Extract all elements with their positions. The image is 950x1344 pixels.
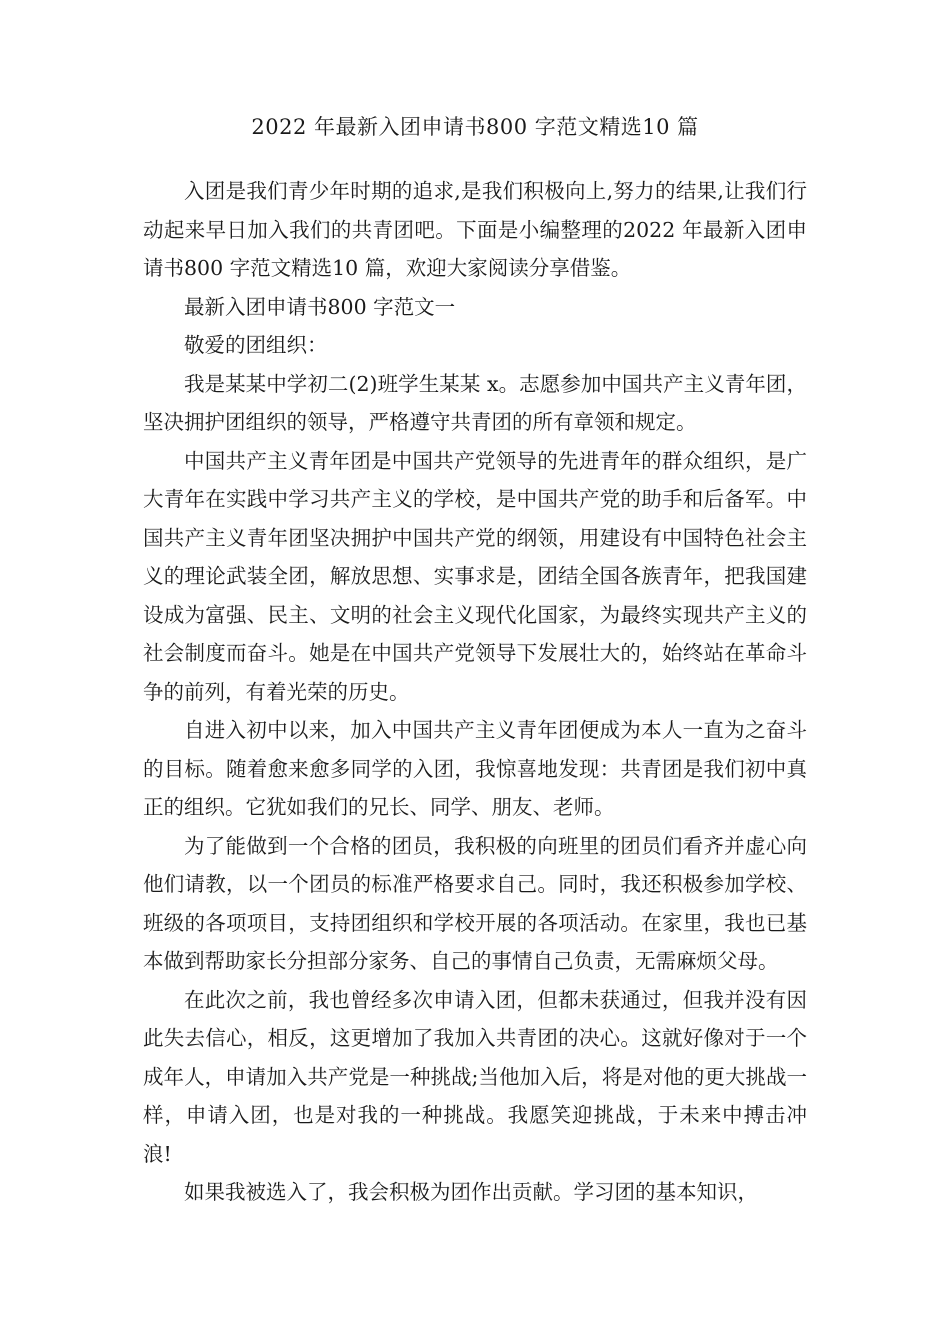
document-body: [143, 172, 807, 1212]
paragraph: 为了能做到一个合格的团员，我积极的向班里的团员们看齐并虚心向他们请教，以一个团员的标准严格要求自己。同时，我还积极参加学校、班级的各项项目，支持团组织和学校开展的各项活动。在家里，我也已基本做到帮助家长分担部分家务、自己的事情自己负责，无需麻烦父母。: [143, 833, 807, 973]
paragraph-salutation: 敬爱的团组织：: [184, 333, 328, 357]
document-title: 2022 年最新入团申请书800 字范文精选10 篇: [251, 115, 699, 139]
paragraph: 自进入初中以来，加入中国共产主义青年团便成为本人一直为之奋斗的目标。随着愈来愈多同学的入团，我惊喜地发现：共青团是我们初中真正的组织。它犹如我们的兄长、同学、朋友、老师。: [143, 718, 807, 819]
paragraph: 中国共产主义青年团是中国共产党领导的先进青年的群众组织，是广大青年在实践中学习共产主义的学校，是中国共产党的助手和后备军。中国共产主义青年团坚决拥护中国共产党的纲领，用建设有中国特色社会主义的理论武装全团，解放思想、实事求是，团结全国各族青年，把我国建设成为富强、民主、文明的社会主义现代化国家，为最终实现共产主义的社会制度而奋斗。她是在中国共产党领导下发展壮大的，始终站在革命斗争的前列，有着光荣的历史。: [143, 448, 807, 704]
paragraph-section-heading: 最新入团申请书800 字范文一: [184, 294, 456, 319]
paragraph: 在此次之前，我也曾经多次申请入团，但都未获通过，但我并没有因此失去信心，相反，这更增加了我加入共青团的决心。这就好像对于一个成年人，申请加入共产党是一种挑战;当他加入后，将是对他的更大挑战一样，申请入团，也是对我的一种挑战。我愿笑迎挑战，于未来中搏击冲浪!: [143, 987, 807, 1166]
paragraph-intro: 入团是我们青少年时期的追求,是我们积极向上,努力的结果,让我们行动起来早日加入我们的共青团吧。下面是小编整理的2022 年最新入团申请书800 字范文精选10 篇，欢迎大家阅读分享借鉴。: [143, 179, 807, 280]
paragraph: 我是某某中学初二(2)班学生某某 x。志愿参加中国共产主义青年团，坚决拥护团组织的领导，严格遵守共青团的所有章领和规定。: [143, 371, 807, 434]
paragraph: 如果我被选入了，我会积极为团作出贡献。学习团的基本知识，: [184, 1180, 758, 1204]
